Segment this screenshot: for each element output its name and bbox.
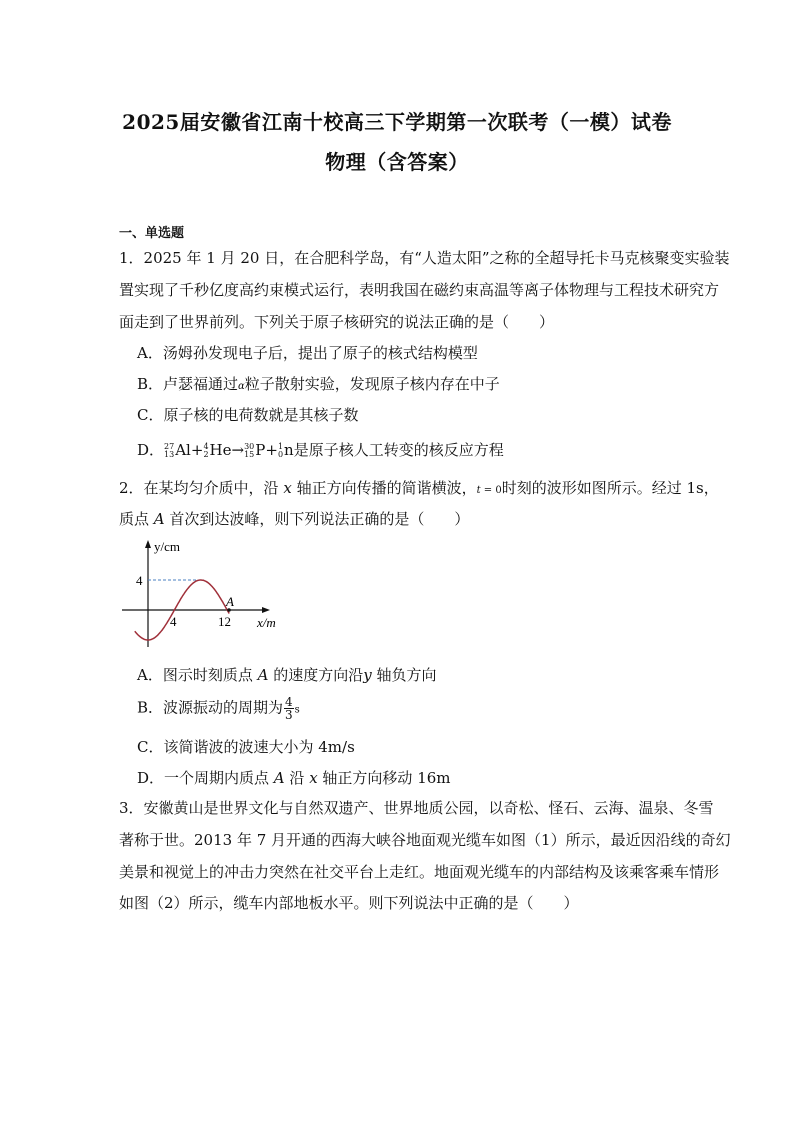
document-subtitle: 物理（含答案）: [325, 150, 469, 174]
he-isotope-numbers: [203, 443, 208, 459]
point-a-label: A: [226, 594, 234, 609]
t-equals-zero: = 0: [480, 485, 502, 496]
al-symbol: Al: [175, 441, 191, 459]
q1-option-d: [137, 439, 504, 460]
alpha-symbol: α: [238, 381, 245, 392]
q2-stem-line-2: [119, 508, 469, 529]
q2-option-d: [137, 767, 451, 788]
q2-text-1: 2．在某均匀介质中，沿: [119, 479, 284, 497]
n-symbol: n: [284, 441, 294, 459]
q1-option-d-label: D．: [137, 441, 165, 459]
period-fraction: [284, 696, 294, 721]
x-axis-label: x/m: [257, 615, 276, 630]
q1-option-b-text-pre: B．卢瑟福通过: [137, 375, 239, 393]
point-a-variable: A: [257, 666, 269, 684]
q2-option-d-text-1: D．一个周期内质点: [137, 769, 274, 787]
q1-stem-line-1: 1．2025 年 1 月 20 日，在合肥科学岛，有“人造太阳”之称的全超导托卡马克核聚变实验装: [119, 249, 730, 267]
p-isotope-numbers: [244, 443, 254, 459]
q2-option-b-text: B．波源振动的周期为: [137, 698, 284, 717]
q1-option-b: [137, 373, 500, 394]
y-variable: y: [363, 666, 372, 684]
y-axis-label: y/cm: [154, 539, 180, 554]
q1-option-d-text: 是原子核人工转变的核反应方程: [293, 441, 504, 459]
q2-text-2: 轴正方向传播的简谐横波，: [291, 479, 477, 497]
x-tick-4: 4: [170, 614, 177, 629]
p-atomic-number: 15: [244, 450, 255, 459]
point-a-variable: A: [273, 769, 285, 787]
q2-stem-line-1: [119, 477, 719, 498]
q2-text-3: 时刻的波形如图所示。经过 1s，: [501, 479, 719, 497]
q2-text-4: 质点: [119, 510, 154, 528]
n-atomic-number: 0: [277, 450, 284, 459]
al-atomic-number: 13: [164, 450, 175, 459]
p-symbol: P: [255, 441, 266, 459]
q2-option-d-text-3: 轴正方向移动 16m: [317, 769, 451, 787]
q1-option-a: A．汤姆孙发现电子后，提出了原子的核式结构模型: [137, 344, 478, 362]
point-a-variable: A: [153, 510, 165, 528]
section-heading: 一、单选题: [119, 226, 185, 241]
q2-option-c: C．该简谐波的波速大小为 4m/s: [137, 738, 355, 756]
he-mass-number: 4: [203, 442, 209, 451]
q2-text-5: 首次到达波峰，则下列说法正确的是（ ）: [164, 510, 470, 528]
q2-option-b: [137, 696, 300, 721]
plus-sign-2: +: [265, 441, 278, 459]
q1-stem-line-3: 面走到了世界前列。下列关于原子核研究的说法正确的是（ ）: [119, 313, 555, 331]
q2-option-d-text-2: 沿: [284, 769, 310, 787]
x-tick-12: 12: [218, 614, 231, 629]
fraction-numerator: 4: [285, 695, 293, 709]
x-axis-arrow-icon: [262, 607, 270, 613]
x-variable: x: [309, 769, 318, 787]
n-mass-number: 1: [277, 442, 284, 451]
he-symbol: He: [209, 441, 232, 459]
al-mass-number: 27: [164, 442, 175, 451]
x-variable: x: [283, 479, 292, 497]
q3-stem-line-4: 如图（2）所示，缆车内部地板水平。则下列说法中正确的是（ ）: [119, 894, 579, 912]
q1-option-b-text-post: 粒子散射实验，发现原子核内存在中子: [244, 375, 500, 393]
plus-sign-1: +: [190, 441, 204, 459]
he-atomic-number: 2: [203, 450, 209, 459]
document-title: 2025届安徽省江南十校高三下学期第一次联考（一模）试卷: [122, 110, 672, 134]
q2-option-a-text-2: 的速度方向沿: [268, 666, 364, 684]
y-tick-4: 4: [136, 573, 143, 588]
al-isotope-numbers: [164, 443, 174, 459]
n-isotope-numbers: [278, 443, 283, 459]
q2-option-a-text-1: A．图示时刻质点: [137, 666, 258, 684]
q3-stem-line-1: 3．安徽黄山是世界文化与自然双遗产、世界地质公园，以奇松、怪石、云海、温泉、冬雪: [119, 799, 714, 817]
q1-option-c: C．原子核的电荷数就是其核子数: [137, 406, 359, 424]
q3-stem-line-3: 美景和视觉上的冲击力突然在社交平台上走红。地面观光缆车的内部结构及该乘客乘车情形: [119, 863, 720, 881]
y-axis-arrow-icon: [145, 540, 151, 548]
t-variable: t: [476, 485, 481, 496]
reaction-arrow: →: [231, 441, 245, 459]
q2-option-a: [137, 664, 437, 685]
q2-option-a-text-3: 轴负方向: [371, 666, 437, 684]
p-mass-number: 30: [244, 442, 255, 451]
q1-stem-line-2: 置实现了千秒亿度高约束模式运行，表明我国在磁约束高温等离子体物理与工程技术研究方: [119, 281, 720, 299]
q3-stem-line-2: 著称于世。2013 年 7 月开通的西海大峡谷地面观光缆车如图（1）所示，最近因沿线的奇幻: [119, 831, 731, 849]
period-unit: s: [294, 704, 300, 716]
fraction-denominator: 3: [285, 708, 293, 722]
wave-graph: [118, 535, 288, 653]
